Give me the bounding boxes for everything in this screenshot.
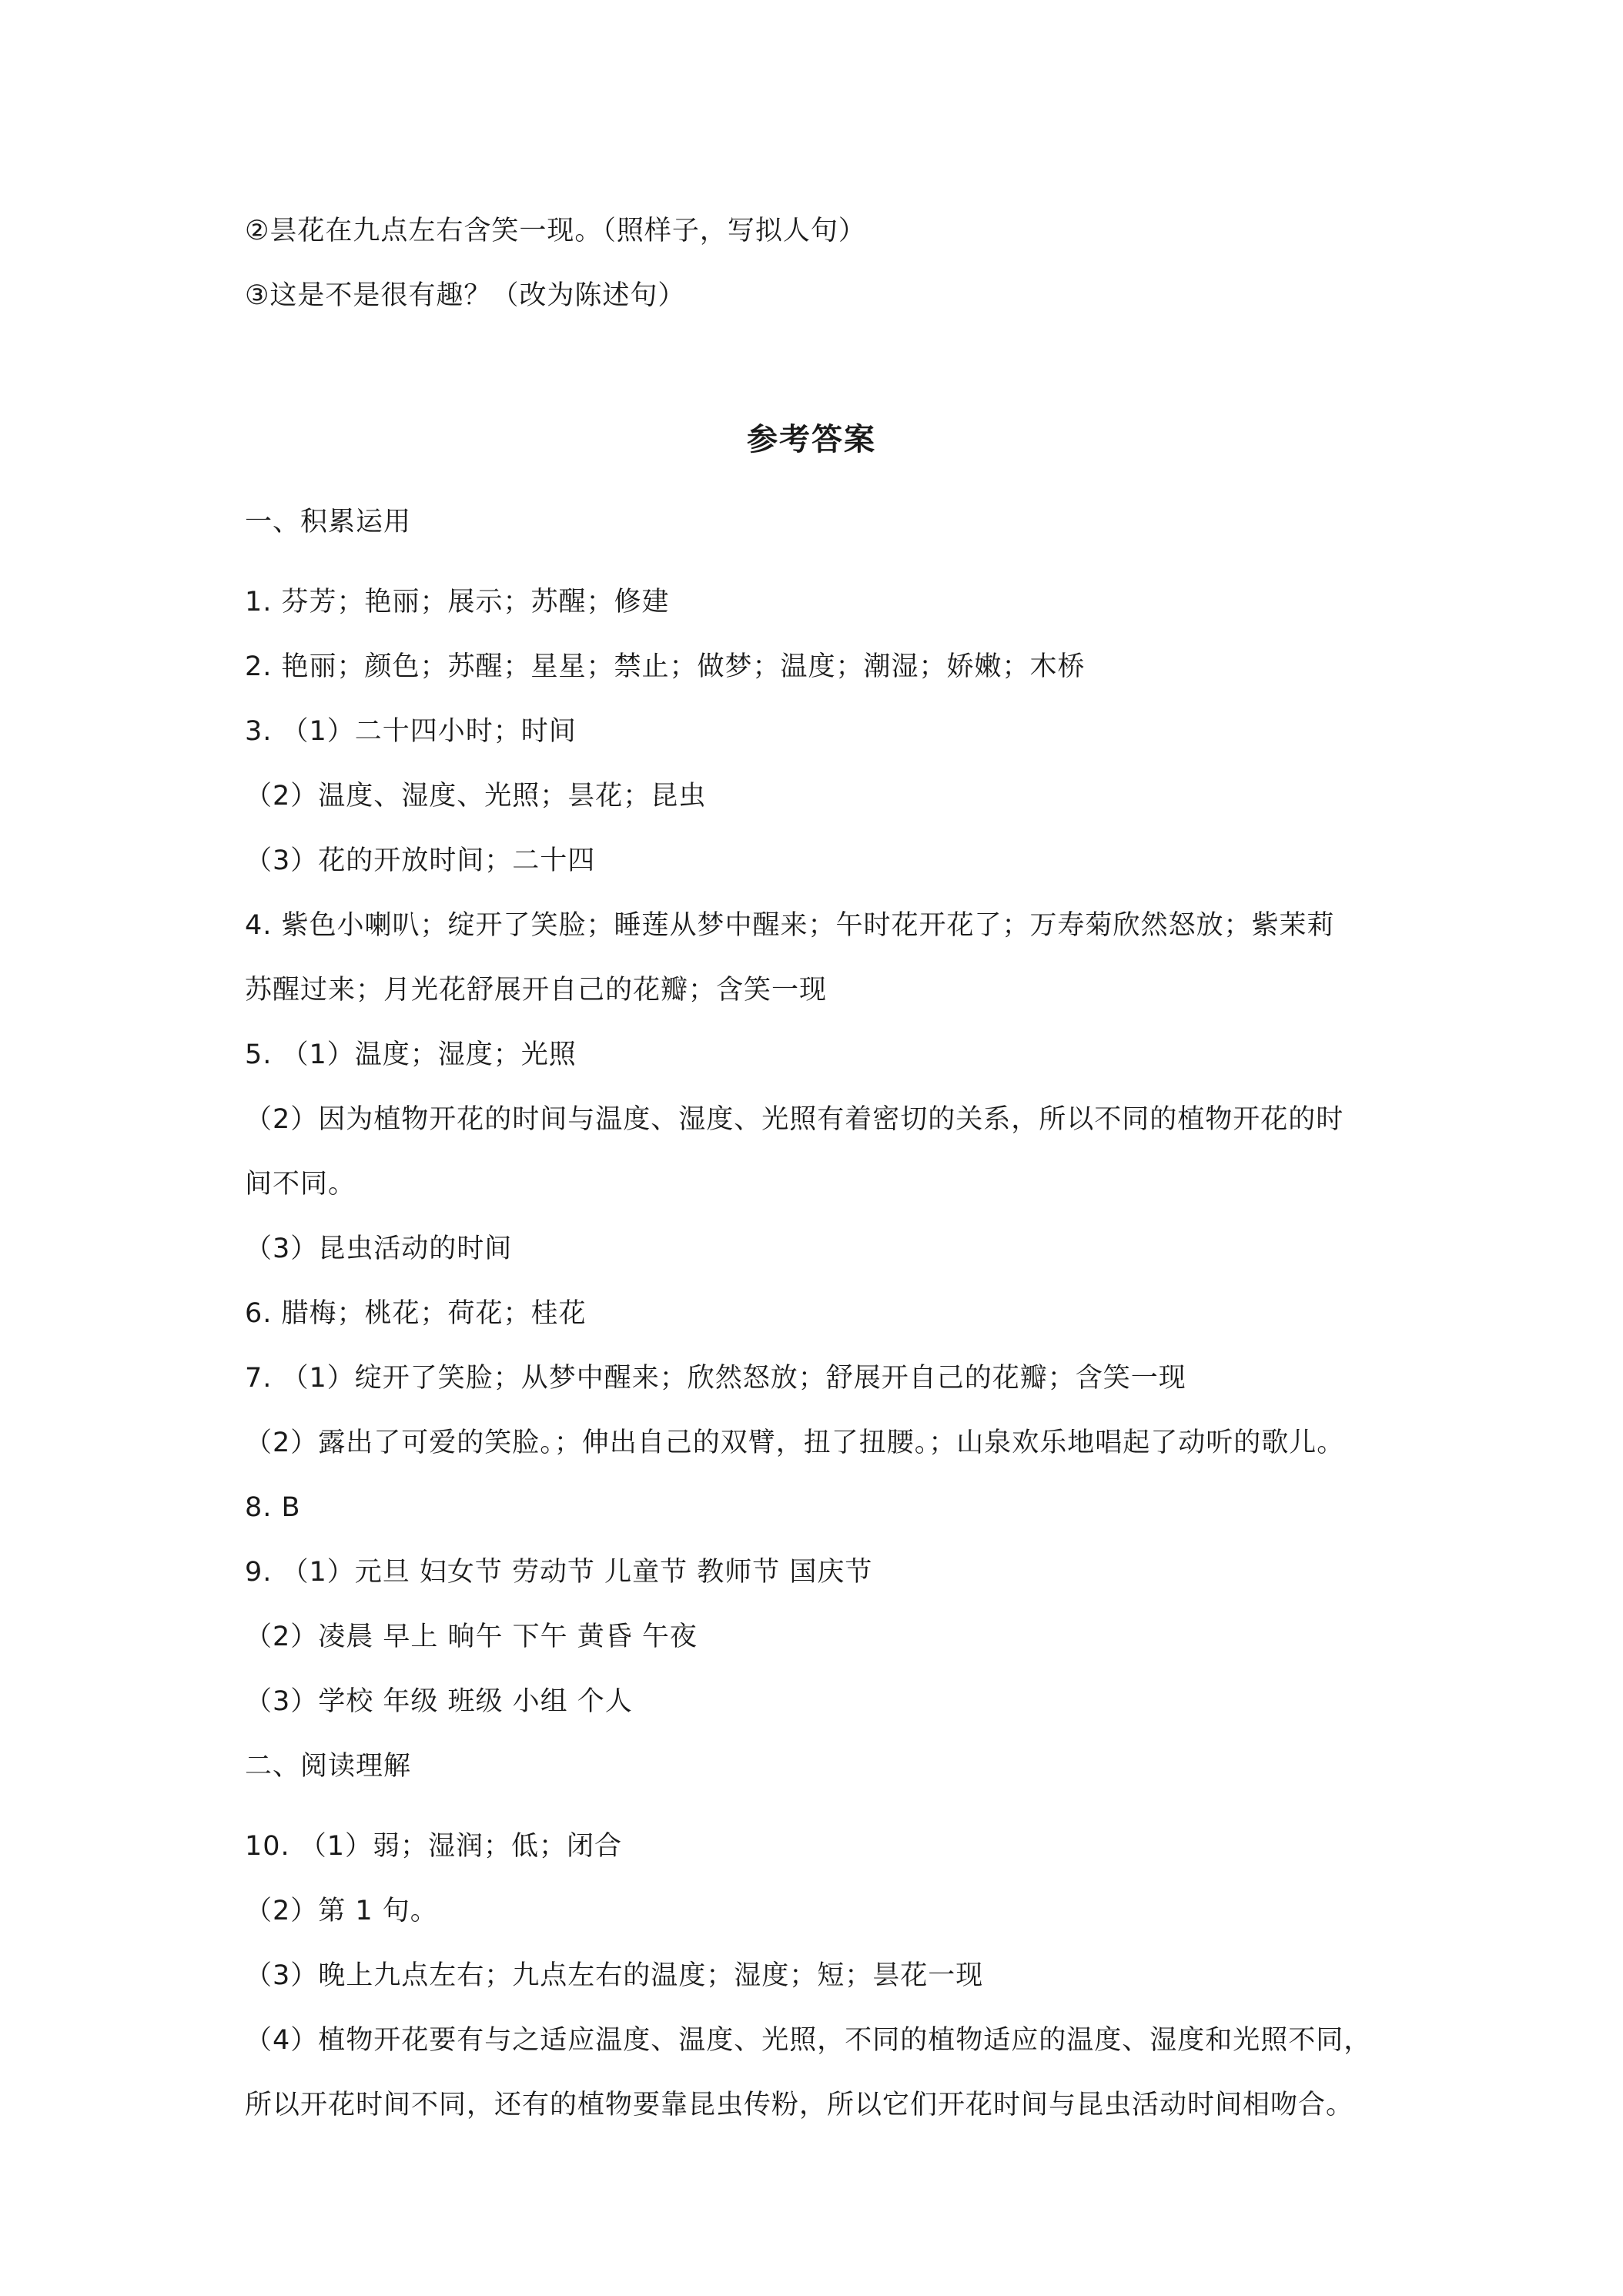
answer-line: （3）花的开放时间；二十四 xyxy=(245,845,596,876)
answer-line: 3. （1）二十四小时；时间 xyxy=(245,716,577,747)
answer-line: （2）温度、湿度、光照；昙花；昆虫 xyxy=(245,781,707,812)
answer-line: 苏醒过来；月光花舒展开自己的花瓣；含笑一现 xyxy=(245,975,828,1006)
answer-line: （4）植物开花要有与之适应温度、温度、光照，不同的植物适应的温度、湿度和光照不同， xyxy=(245,2025,1372,2056)
answer-line: 5. （1）温度；湿度；光照 xyxy=(245,1039,577,1070)
answer-line: 所以开花时间不同，还有的植物要靠昆虫传粉，所以它们开花时间与昆虫活动时间相吻合。 xyxy=(245,2090,1354,2120)
section-heading: 一、积累运用 xyxy=(245,507,412,537)
answer-line: （3）昆虫活动的时间 xyxy=(245,1233,513,1264)
answer-line: （3）学校 年级 班级 小组 个人 xyxy=(245,1686,633,1717)
answer-line: （2）露出了可爱的笑脸。；伸出自己的双臂，扭了扭腰。；山泉欢乐地唱起了动听的歌儿。 xyxy=(245,1427,1345,1458)
answer-line: 间不同。 xyxy=(245,1169,356,1200)
answer-line: 8. B xyxy=(245,1492,301,1523)
answer-line: 6. 腊梅；桃花；荷花；桂花 xyxy=(245,1298,587,1329)
answer-line: 4. 紫色小喇叭；绽开了笑脸；睡莲从梦中醒来；午时花开花了；万寿菊欣然怒放；紫茉莉 xyxy=(245,910,1335,941)
answer-line: （2）因为植物开花的时间与温度、湿度、光照有着密切的关系，所以不同的植物开花的时 xyxy=(245,1104,1344,1135)
answer-line: （2）第 1 句。 xyxy=(245,1896,438,1926)
question-line: ③这是不是很有趣？（改为陈述句） xyxy=(245,280,686,311)
question-line: ②昙花在九点左右含笑一现。（照样子，写拟人句） xyxy=(245,216,866,246)
answer-line: 7. （1）绽开了笑脸；从梦中醒来；欣然怒放；舒展开自己的花瓣；含笑一现 xyxy=(245,1363,1186,1394)
section-heading: 二、阅读理解 xyxy=(245,1751,412,1782)
answer-line: 2. 艳丽；颜色；苏醒；星星；禁止；做梦；温度；潮湿；娇嫩；木桥 xyxy=(245,651,1086,682)
answer-line: 10. （1）弱；湿润；低；闭合 xyxy=(245,1831,623,1862)
answer-line: （3）晚上九点左右；九点左右的温度；湿度；短；昙花一现 xyxy=(245,1960,984,1991)
answer-title: 参考答案 xyxy=(747,422,876,457)
answer-line: （2）凌晨 早上 晌午 下午 黄昏 午夜 xyxy=(245,1622,698,1652)
answer-line: 1. 芬芳；艳丽；展示；苏醒；修建 xyxy=(245,587,670,618)
answer-line: 9. （1）元旦 妇女节 劳动节 儿童节 教师节 国庆节 xyxy=(245,1557,873,1588)
